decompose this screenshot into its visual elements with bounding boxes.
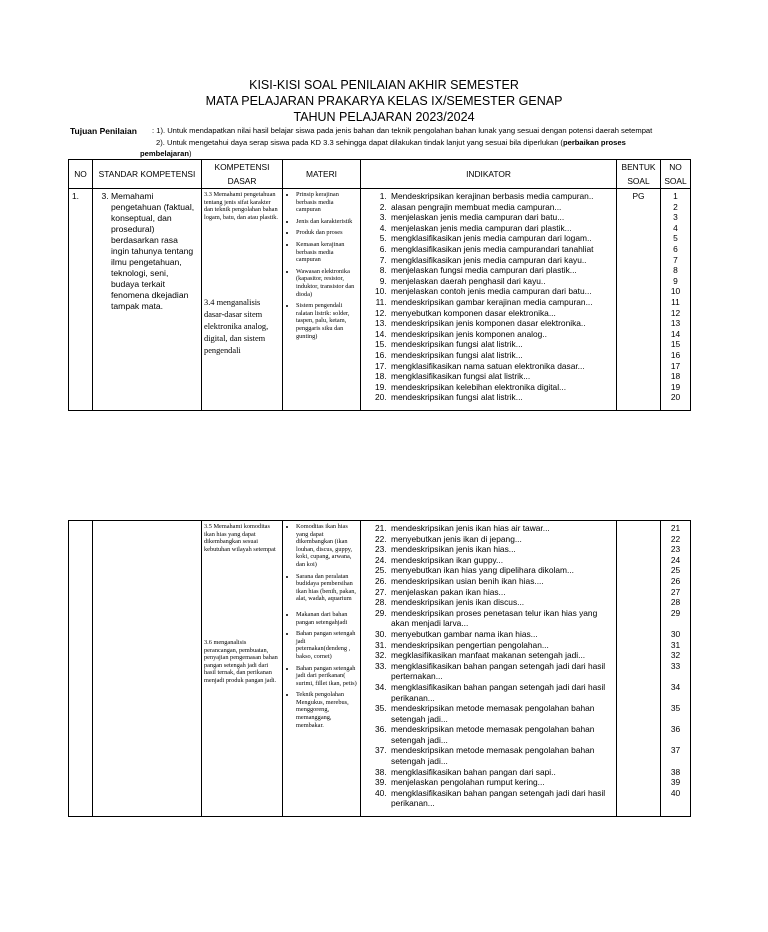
materi-cell <box>283 521 361 817</box>
indikator-item: 32. megklasifikasikan manfaat makanan setengah jadi... <box>389 650 616 661</box>
indikator-item: 36. mendeskripsikan metode memasak pengolahan bahan setengah jadi... <box>389 724 616 745</box>
indikator-item: 18. mengklasifikasikan fungsi alat listrik... <box>389 371 616 382</box>
header-bentuk-b: SOAL <box>627 176 650 186</box>
nomor-soal-item: 30 <box>670 628 681 639</box>
indikator-item: 8. menjelaskan fungsi media campuran dari plastik... <box>389 265 616 276</box>
indikator-item: 17. mengklasifikasikan nama satuan elektronika dasar... <box>389 361 616 372</box>
materi-item: • Makanan dari bahan pangan setengahjadi <box>296 611 358 626</box>
tujuan-point-2-bold: perbaikan proses <box>562 138 626 147</box>
nomor-soal-item: 40 <box>670 787 681 798</box>
header-kd-b: DASAR <box>227 176 257 186</box>
nomor-soal-item: 28 <box>670 597 681 608</box>
tujuan-point-2-text: 2). Untuk mengetahui daya serap siswa pada KD 3.3 sehingga dapat dilakukan tindak lanjut yang sesuai bila diperlukan ( <box>156 138 563 147</box>
kompetensi-dasar <box>202 189 283 411</box>
materi-item: • Sistem pengendali ralatan listrik: solder, taspen, palu, ketam, penggaris siku dan gunting) <box>296 302 358 340</box>
indikator-item: 11. mendeskripsikan gambar kerajinan media campuran... <box>389 297 616 308</box>
indikator-item: 39. menjelaskan pengolahan rumput kering... <box>389 777 616 788</box>
nomor-soal-item: 20 <box>670 392 681 403</box>
nomor-soal-item: 10 <box>670 286 681 297</box>
nomor-soal-item: 15 <box>670 339 681 350</box>
doc-title-line-1: KISI-KISI SOAL PENILAIAN AKHIR SEMESTER <box>249 78 519 92</box>
nomor-soal-item: 33 <box>670 660 681 671</box>
indikator-cell <box>361 521 617 817</box>
materi-item: • Bahan pangan setengah jadi dari perikanan( surimi, fillet ikan, petis) <box>296 665 358 688</box>
indikator-item: 25. menyebutkan ikan hias yang dipelihara dikolam... <box>389 565 616 576</box>
table-row <box>69 189 691 411</box>
indikator-item: 9. menjelaskan daerah penghasil dari kayu.. <box>389 276 616 287</box>
indikator-item: 15. mendeskripsikan fungsi alat listrik... <box>389 339 616 350</box>
standar-text: 3. Memahami pengetahuan (faktual, konseptual, dan prosedural) berdasarkan rasa ingin tahunya tentang ilmu pengetahuan, teknologi, seni, budaya terkait fenomena dkejadian tampak mata. <box>111 191 197 312</box>
indikator-item: 30. menyebutkan gambar nama ikan hias... <box>389 629 616 640</box>
kisi-table-1 <box>68 159 691 411</box>
header-bentuk-a: BENTUK <box>621 162 656 172</box>
nomor-soal-item: 39 <box>670 777 681 788</box>
kd-3-5: 3.5 Memahami komoditas ikan hias yang dapat dikembangkan sesuai kebutuhan wilayah setempat <box>204 523 276 553</box>
header-indikator: INDIKATOR <box>361 160 617 189</box>
row-number: 1. <box>69 189 93 411</box>
indikator-item: 29. mendeskripsikan proses penetasan telur ikan hias yang akan menjadi larva... <box>389 608 616 629</box>
kompetensi-dasar <box>202 521 283 817</box>
header-standar: STANDAR KOMPETENSI <box>93 160 202 189</box>
nomor-soal-item: 9 <box>673 275 678 286</box>
header-nosoal-b: SOAL <box>664 176 687 186</box>
header-no: NO <box>69 160 93 189</box>
nomor-soal-item: 16 <box>670 349 681 360</box>
nomor-soal-item: 29 <box>670 607 681 618</box>
tujuan-point-2-end: ) <box>188 149 192 158</box>
nomor-soal-item: 24 <box>670 554 681 565</box>
indikator-item: 33. mengklasifikasikan bahan pangan setengah jadi dari hasil perternakan... <box>389 661 616 682</box>
nomor-soal-item: 8 <box>673 265 678 276</box>
indikator-item: 6. mengklasifikasikan jenis media campurandari tanahliat <box>389 244 616 255</box>
materi-item: • Wawasan elektronika (kapasitor, resistor, induktor, transistor dan dioda) <box>296 268 358 298</box>
tujuan-label: Tujuan Penilaian <box>70 126 137 136</box>
indikator-item: 10. menjelaskan contoh jenis media campuran dari batu... <box>389 286 616 297</box>
nomor-soal-item: 23 <box>670 544 681 555</box>
indikator-item: 1. Mendeskripsikan kerajinan berbasis media campuran.. <box>389 191 616 202</box>
indikator-item: 3. menjelaskan jenis media campuran dari batu... <box>389 212 616 223</box>
nomor-soal-item: 5 <box>673 233 678 244</box>
nomor-soal-item: 26 <box>670 575 681 586</box>
nomor-soal-item: 22 <box>670 533 681 544</box>
header-materi: MATERI <box>283 160 361 189</box>
tujuan-point-2-cont <box>140 148 192 159</box>
indikator-item: 7. mengklasifikasikan jenis media campuran dari kayu.. <box>389 255 616 266</box>
nomor-soal-item: 18 <box>670 371 681 382</box>
bentuk-soal: PG <box>617 189 661 411</box>
standar-kompetensi <box>93 189 202 411</box>
indikator-item: 34. mengklasifikasikan bahan pangan setengah jadi dari hasil perikanan... <box>389 682 616 703</box>
nomor-soal-item: 6 <box>673 243 678 254</box>
materi-item: • Teknik pengolahan Mengukus, merebus, menggoreng, memanggang, membakar. <box>296 691 358 729</box>
materi-cell <box>283 189 361 411</box>
kd-3-4: 3.4 menganalisis dasar-dasar sitem elektronika analog, digital, dan sistem pengendali <box>204 298 269 355</box>
nomor-soal-item: 1 <box>673 191 678 201</box>
indikator-item: 24. mendeskripsikan ikan guppy... <box>389 555 616 566</box>
nomor-soal-item: 14 <box>670 328 681 339</box>
kd-3-3: 3.3 Memahami pengetahuan tentang jenis sifat karakter dan teknik pengolahan bahan logam, batu, dan atau plastik. <box>204 191 278 221</box>
doc-title-line-2: MATA PELAJARAN PRAKARYA KELAS IX/SEMESTER GENAP <box>205 94 563 108</box>
nomor-soal-item: 13 <box>670 318 681 329</box>
indikator-item: 23. mendeskripsikan jenis ikan hias... <box>389 544 616 555</box>
indikator-item: 22. menyebutkan jenis ikan di jepang... <box>389 534 616 545</box>
nomor-soal-item: 27 <box>670 586 681 597</box>
indikator-item: 5. mengklasifikasikan jenis media campuran dari logam.. <box>389 233 616 244</box>
nomor-soal-item: 34 <box>670 681 681 692</box>
header-kd-a: KOMPETENSI <box>214 162 270 172</box>
indikator-item: 16. mendeskripsikan fungsi alat listrik... <box>389 350 616 361</box>
materi-item: • Jenis dan karakteristik <box>296 218 358 226</box>
materi-item: • Sarana dan peralatan budidaya pembersihan ikan hias (benih, pakan, alat, wadah, aquarium <box>296 573 358 603</box>
indikator-item: 12. menyebutkan komponen dasar elektronika... <box>389 308 616 319</box>
nomor-soal-item: 11 <box>671 296 680 307</box>
row-number-empty <box>69 521 93 817</box>
indikator-item: 28. mendeskripsikan jenis ikan discus... <box>389 597 616 608</box>
indikator-item: 2. alasan pengrajin membuat media campuran... <box>389 202 616 213</box>
header-nosoal <box>661 160 691 189</box>
materi-item: • Kemasan kerajinan berbasis media campuran <box>296 241 358 264</box>
nomor-soal-item: 25 <box>670 565 681 576</box>
indikator-item: 31. mendeskripsikan pengertian pengolahan... <box>389 640 616 651</box>
indikator-item: 38. mengklasifikasikan bahan pangan dari sapi.. <box>389 767 616 778</box>
materi-item: • Produk dan proses <box>296 229 358 237</box>
indikator-item: 26. mendeskripsikan usian benih ikan hias.... <box>389 576 616 587</box>
materi-item: • Prinsip kerajinan berbasis media campuran <box>296 191 358 214</box>
nomor-soal-item: 12 <box>670 307 681 318</box>
indikator-cell <box>361 189 617 411</box>
indikator-item: 40. mengklasifikasikan bahan pangan setengah jadi dari hasil perikanan... <box>389 788 616 809</box>
nomor-soal-item: 31 <box>670 639 681 650</box>
header-nosoal-a: NO <box>669 162 682 172</box>
table-header-row <box>69 160 691 189</box>
indikator-item: 21. mendeskripsikan jenis ikan hias air tawar... <box>389 523 616 534</box>
kd-3-6: 3.6 menganalisis perancangan, pembuatan, penyajian pengemasan bahan pangan setengah jadi dari hasil ternak, dan perikanan menjadi produk pangan jadi. <box>204 639 278 684</box>
bentuk-soal-empty <box>617 521 661 817</box>
nomor-soal-item: 37 <box>670 745 681 756</box>
nomor-soal-item: 17 <box>670 360 681 371</box>
nomor-soal-item: 36 <box>670 724 681 735</box>
indikator-item: 4. menjelaskan jenis media campuran dari plastik... <box>389 223 616 234</box>
nomor-soal-item: 19 <box>670 381 681 392</box>
indikator-item: 35. mendeskripsikan metode memasak pengolahan bahan setengah jadi... <box>389 703 616 724</box>
tujuan-point-2-bold-cont: pembelajaran <box>140 149 189 158</box>
indikator-item: 14. mendeskripsikan jenis komponen analog.. <box>389 329 616 340</box>
nomor-soal-item: 4 <box>673 222 678 233</box>
nomor-soal-item: 7 <box>673 254 678 265</box>
nomor-soal-item: 21 <box>670 523 681 533</box>
table-row <box>69 521 691 817</box>
indikator-item: 27. menjelaskan pakan ikan hias... <box>389 587 616 598</box>
nomor-soal <box>661 189 691 411</box>
kisi-table-2 <box>68 520 691 817</box>
materi-item: • Komoditas ikan hias yang dapat dikembangkan (ikan louhan, discus, guppy, koki, cupang, arwana, dan koi) <box>296 523 358 569</box>
materi-item: • Bahan pangan setengah jadi peternakan(dendeng , bakso, cornet) <box>296 630 358 660</box>
nomor-soal-item: 3 <box>673 212 678 223</box>
tujuan-point-2 <box>156 137 626 148</box>
indikator-item: 20. mendeskripsikan fungsi alat listrik... <box>389 392 616 403</box>
indikator-item: 13. mendeskripsikan jenis komponen dasar elektronika.. <box>389 318 616 329</box>
nomor-soal <box>661 521 691 817</box>
tujuan-point-1: : 1). Untuk mendapatkan nilai hasil belajar siswa pada jenis bahan dan teknik pengolahan bahan lunak yang sesuai dengan potensi daerah setempat <box>152 126 653 135</box>
nomor-soal-item: 32 <box>670 650 681 661</box>
nomor-soal-item: 2 <box>673 201 678 212</box>
nomor-soal-item: 38 <box>670 766 681 777</box>
standar-empty <box>93 521 202 817</box>
indikator-item: 37. mendeskripsikan metode memasak pengolahan bahan setengah jadi... <box>389 745 616 766</box>
header-bentuk <box>617 160 661 189</box>
indikator-item: 19. mendeskripsikan kelebihan elektronika digital... <box>389 382 616 393</box>
nomor-soal-item: 35 <box>670 703 681 714</box>
header-kd <box>202 160 283 189</box>
doc-title-line-3: TAHUN PELAJARAN 2023/2024 <box>293 110 475 124</box>
